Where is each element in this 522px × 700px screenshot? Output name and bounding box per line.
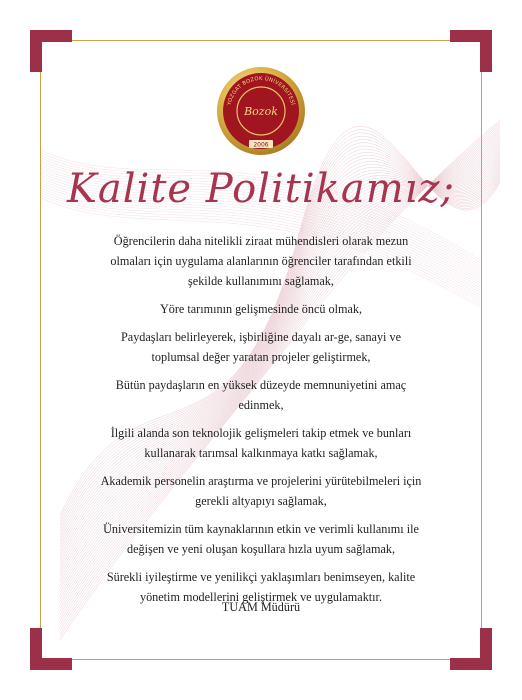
- policy-item: Bütün paydaşların en yüksek düzeyde memnuniyetini amaç edinmek,: [115, 378, 407, 412]
- svg-text:2006: 2006: [253, 141, 269, 149]
- policy-list: [96, 231, 426, 615]
- university-seal-logo: [216, 66, 306, 156]
- svg-text:Bozok: Bozok: [244, 105, 278, 118]
- corner-ornament-top-right: [450, 30, 492, 72]
- page-title: Kalite Politikamız;: [67, 166, 455, 212]
- policy-item: İlgili alanda son teknolojik gelişmeleri takip etmek ve bunları kullanarak tarımsal kalkınmaya katkı sağlamak,: [110, 426, 412, 460]
- corner-ornament-bottom-left: [30, 628, 72, 670]
- svg-text:YOZGAT BOZOK ÜNİVERSİTESİ: YOZGAT BOZOK ÜNİVERSİTESİ: [226, 75, 296, 106]
- corner-ornament-bottom-right: [450, 628, 492, 670]
- policy-item: Yöre tarımının gelişmesinde öncü olmak,: [159, 302, 363, 316]
- signature-line: TUAM Müdürü: [221, 600, 301, 614]
- policy-item: Sürekli iyileştirme ve yenilikçi yaklaşımları benimseyen, kalite yönetim modellerini geliştirmek ve uygulamaktır.: [106, 570, 416, 604]
- corner-ornament-top-left: [30, 30, 72, 72]
- policy-item: Üniversitemizin tüm kaynaklarının etkin ve verimli kullanımı ile değişen ve yeni oluşan koşullara hızla uyum sağlamak,: [103, 522, 419, 556]
- policy-item: Akademik personelin araştırma ve projelerini yürütebilmeleri için gerekli altyapıyı sağlamak,: [100, 474, 422, 508]
- policy-item: Paydaşları belirleyerek, işbirliğine dayalı ar-ge, sanayi ve toplumsal değer yaratan projeler geliştirmek,: [121, 330, 401, 364]
- policy-item: Öğrencilerin daha nitelikli ziraat mühendisleri olarak mezun olmaları için uygulama alanlarının öğrenciler tarafından etkili şekilde kullanımını sağlamak,: [110, 234, 412, 288]
